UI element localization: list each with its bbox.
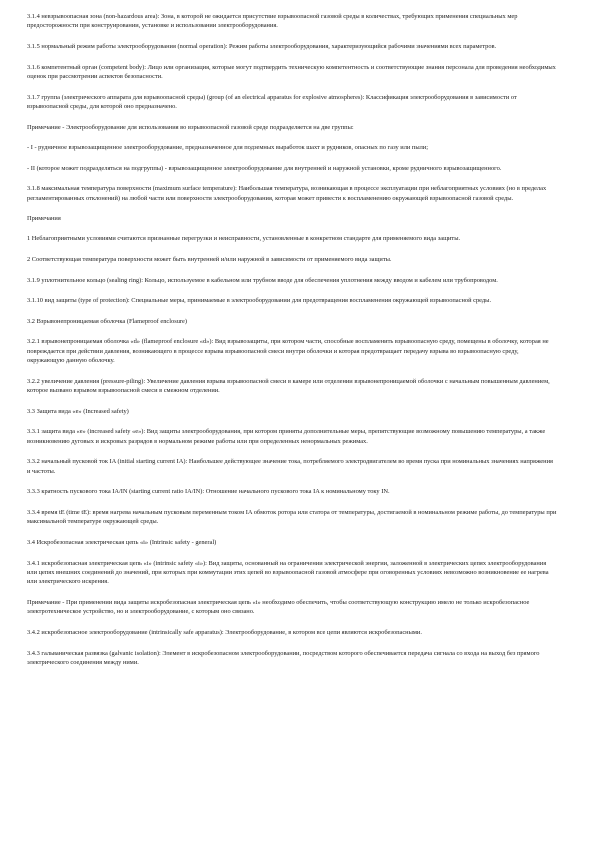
note-2: 2 Соответствующая температура поверхности может быть внутренней и/или наружной в зависимости от применяемого вида защиты. [27,255,392,263]
paragraph-3-1-4: 3.1.4 невзрывоопасная зона (non-hazardous area): Зона, в которой не ожидается присутствие взрывоопасной газовой среды в количествах, требующих применения специальных мер предосторожности при конструировании, установке и использовании электрооборудования. [27,13,518,30]
paragraph-3-1-8: 3.1.8 максимальная температура поверхности (maximum surface temperature): Наибольшая температура, возникающая в процессе эксплуатации при неблагоприятных условиях (но в пределах регламентированных отклонений) на любой части или поверхности электрооборудования, которая может привести к воспламенению окружающей взрывоопасной газовой среды. [27,185,547,202]
list-item-group-i: - I - рудничное взрывозащищенное электрооборудование, предназначенное для подземных выработок шахт и рудников, опасных по газу или пыли; [27,144,429,152]
paragraph-3-1-7: 3.1.7 группа (электрического аппарата для взрывоопасной среды) (group (of an electrical apparatus for explosive atmospheres): Классификация электрооборудования в зависимости от взрывоопасной среды, для которой оно предназначено. [27,93,517,110]
paragraph-3-1-5: 3.1.5 нормальный режим работы электрооборудования (normal operation): Режим работы электрооборудования, характеризующийся рабочими значениями всех параметров. [27,43,497,50]
section-heading-3-4: 3.4 Искробезопасная электрическая цепь «i» (Intrinsic safety - general) [27,538,217,546]
paragraph-3-1-10: 3.1.10 вид защиты (type of protection): Специальные меры, принимаемые в электрооборудовании для предотвращения воспламенения окружающей взрывоопасной среды. [27,297,492,305]
note-groups: Примечание - Электрооборудование для использования во взрывоопасной газовой среде подразделяется на две группы: [27,123,354,131]
paragraph-3-3-4: 3.3.4 время tE (time tE): время нагрева начальным пусковым переменным током IA обмоток ротора или статора от температуры, достигаемой в номинальном режиме работы, до температуры при максимальной температуре окружающей среды. [27,508,557,526]
notes-title: Примечания [27,215,61,223]
paragraph-3-3-1: 3.3.1 защита вида «е» (increased safety «е»): Вид защиты электрооборудования, при котором приняты дополнительные меры, препятствующие возможному повышению температуры, а также возникновению дуговых и искровых разрядов в нормальном режиме работы или при определенных ненормальных режимах. [27,428,546,445]
note-1: 1 Неблагоприятными условиями считаются признанные перегрузки и неисправности, установленные в конкретном стандарте для применяемого вида защиты. [27,235,461,243]
paragraph-3-3-3: 3.3.3 кратность пускового тока IA/IN (starting current ratio IA/IN): Отношение начального пускового тока IA к номинальному току IN. [27,488,390,496]
paragraph-3-2-2: 3.2.2 увеличение давления (pressure-piling): Увеличение давления взрыва взрывоопасной смеси в камере или отделении взрывонепроницаемой оболочки с начальным повышенным давлением, которое вызвано взрывом взрывоопасной смеси в смежном отделении. [27,377,550,395]
section-heading-3-3: 3.3 Защита вида «е» (Increased safety) [27,407,129,415]
paragraph-3-1-9: 3.1.9 уплотнительное кольцо (sealing ring): Кольцо, используемое в кабельном или трубном вводе для обеспечения уплотнения между вводом и кабелем или трубопроводом. [27,276,498,284]
note-intrinsic-safety: Примечание - При применении вида защиты искробезопасная электрическая цепь «i» необходимо обеспечить, чтобы соответствующую конструкцию имело не только искробезопасное электротехническое устройство, но и электрооборудование, с которым оно связано. [27,598,530,616]
paragraph-3-4-3: 3.4.3 гальваническая развязка (galvanic isolation): Элемент в искробезопасном электрооборудовании, посредством которого обеспечивается передача сигнала со входа на выход без прямого электрического соединения между ними. [27,649,540,666]
paragraph-3-3-2: 3.3.2 начальный пусковой ток IA (initial starting current IA): Наибольшее действующее значение тока, потребляемого электродвигателем во время пуска при номинальных значениях напряжения и частоты. [27,458,553,475]
paragraph-3-2-1: 3.2.1 взрывонепроницаемая оболочка «d» (flameproof enclosure «d»): Вид взрывозащиты, при котором части, способные воспламенить взрывоопасную среду, помещены в оболочку, которая не повреждается при действии давления, возникающего в процессе взрыва взрывоопасной смеси внутри оболочки и которая предотвращает передачу взрыва во взрывоопасную среду, окружающую данную оболочку. [27,338,549,365]
paragraph-3-4-2: 3.4.2 искробезопасное электрооборудование (intrinsically safe apparatus): Электрооборудование, в котором все цепи являются искробезопасными. [27,628,422,636]
paragraph-3-4-1: 3.4.1 искробезопасная электрическая цепь «i» (intrinsic safety «i»): Вид защиты, основанный на ограничении электрической энергии, заложенной в электрических цепях электрооборудования или цепях внешних соединений до значений, при которых при коммутации этих цепей во взрывоопасной газовой атмосфере при оговоренных условиях невозможно возникновение ее нагрева или электрического искрения. [27,559,549,586]
paragraph-3-1-6: 3.1.6 компетентный орган (competent body): Лицо или организация, которые могут подтвердить техническую компетентность и соответствующие знания персонала для проведения необходимых оценок при рассмотрении аспектов безопасности. [27,63,556,80]
section-heading-3-2: 3.2 Взрывонепроницаемая оболочка (Flameproof enclosure) [27,317,187,325]
list-item-group-ii: - II (которое может подразделяться на подгруппы) - взрывозащищенное электрооборудование для внутренней и наружной установки, кроме рудничного взрывозащищенного. [27,164,502,172]
document-body [27,12,557,667]
